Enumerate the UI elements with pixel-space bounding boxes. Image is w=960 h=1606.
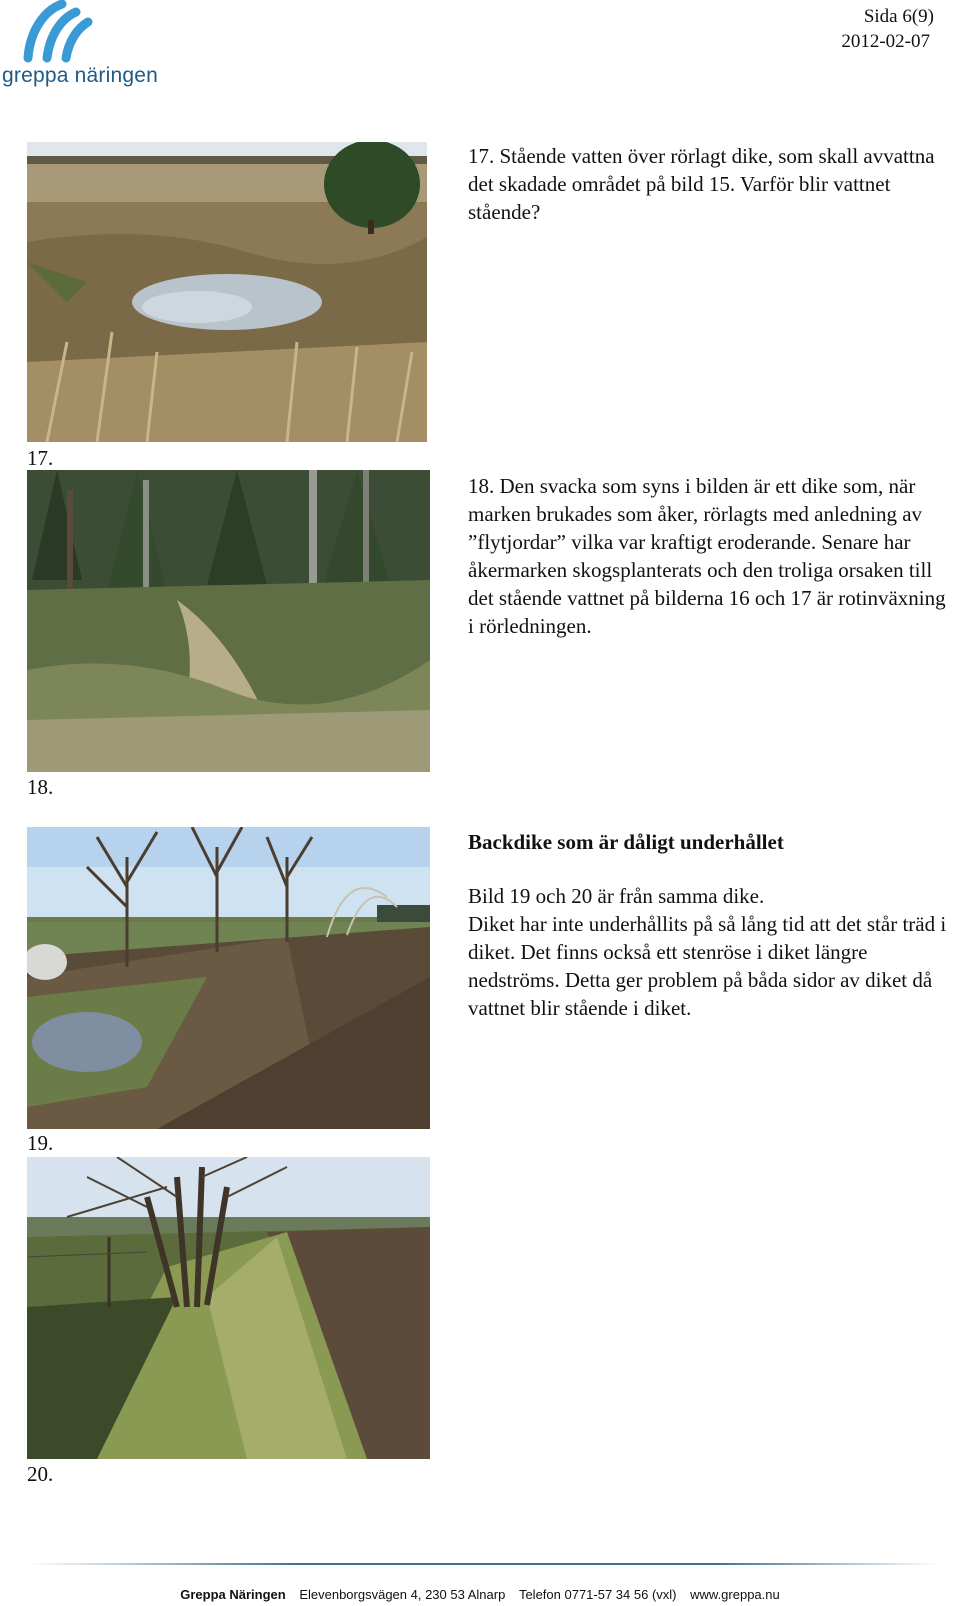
footer-address: Elevenborgsvägen 4, 230 53 Alnarp [299,1587,506,1602]
figure-17-caption-text: 17. Stående vatten över rörlagt dike, som skall avvattna det skadade området på bild 15. Varför blir vattnet stående? [468,144,935,224]
footer-divider [28,1563,940,1565]
figure-20-number: 20. [27,1462,54,1486]
footer-website[interactable]: www.greppa.nu [690,1587,780,1602]
page-number: Sida 6(9) [863,6,934,27]
footer-company: Greppa Näringen [180,1587,286,1602]
logo-wordmark: greppa näringen [2,64,158,87]
footer-phone: Telefon 0771-57 34 56 (vxl) [518,1587,677,1602]
figure-18-caption [468,472,954,640]
photo-17-standing-water [27,142,427,442]
section-body: Diket har inte underhållits på så lång tid att det står träd i diket. Det finns också ett stenröse i diket längre nedströms. Detta ger problem på båda sidor av diket då vattnet blir stående i diket. [468,912,947,1020]
document-date: 2012-02-07 [841,31,930,52]
photo-19-ditch-field [27,827,430,1129]
greppa-logo [0,0,175,95]
figure-17-caption [468,142,954,226]
photo-20-ditch-trees [27,1157,430,1459]
section-backdike [468,828,954,1022]
figure-18-caption-text: 18. Den svacka som syns i bilden är ett dike som, när marken brukades som åker, rörlagts med anledning av ”flytjordar” vilka var kraftigt eroderande. Senare har åkermarken skogsplanterats och den troliga orsaken till det stående vattnet på bilderna 16 och 17 är rotinväxning i rörledningen. [468,474,946,638]
section-line-1: Bild 19 och 20 är från samma dike. [468,884,765,908]
figure-17-number: 17. [27,446,54,470]
logo-arcs-icon [0,0,175,70]
photo-18-forest-hollow [27,470,430,772]
footer [0,1587,960,1602]
figure-19-number: 19. [27,1131,54,1155]
section-heading: Backdike som är dåligt underhållet [468,830,784,854]
figure-18-number: 18. [27,775,54,799]
